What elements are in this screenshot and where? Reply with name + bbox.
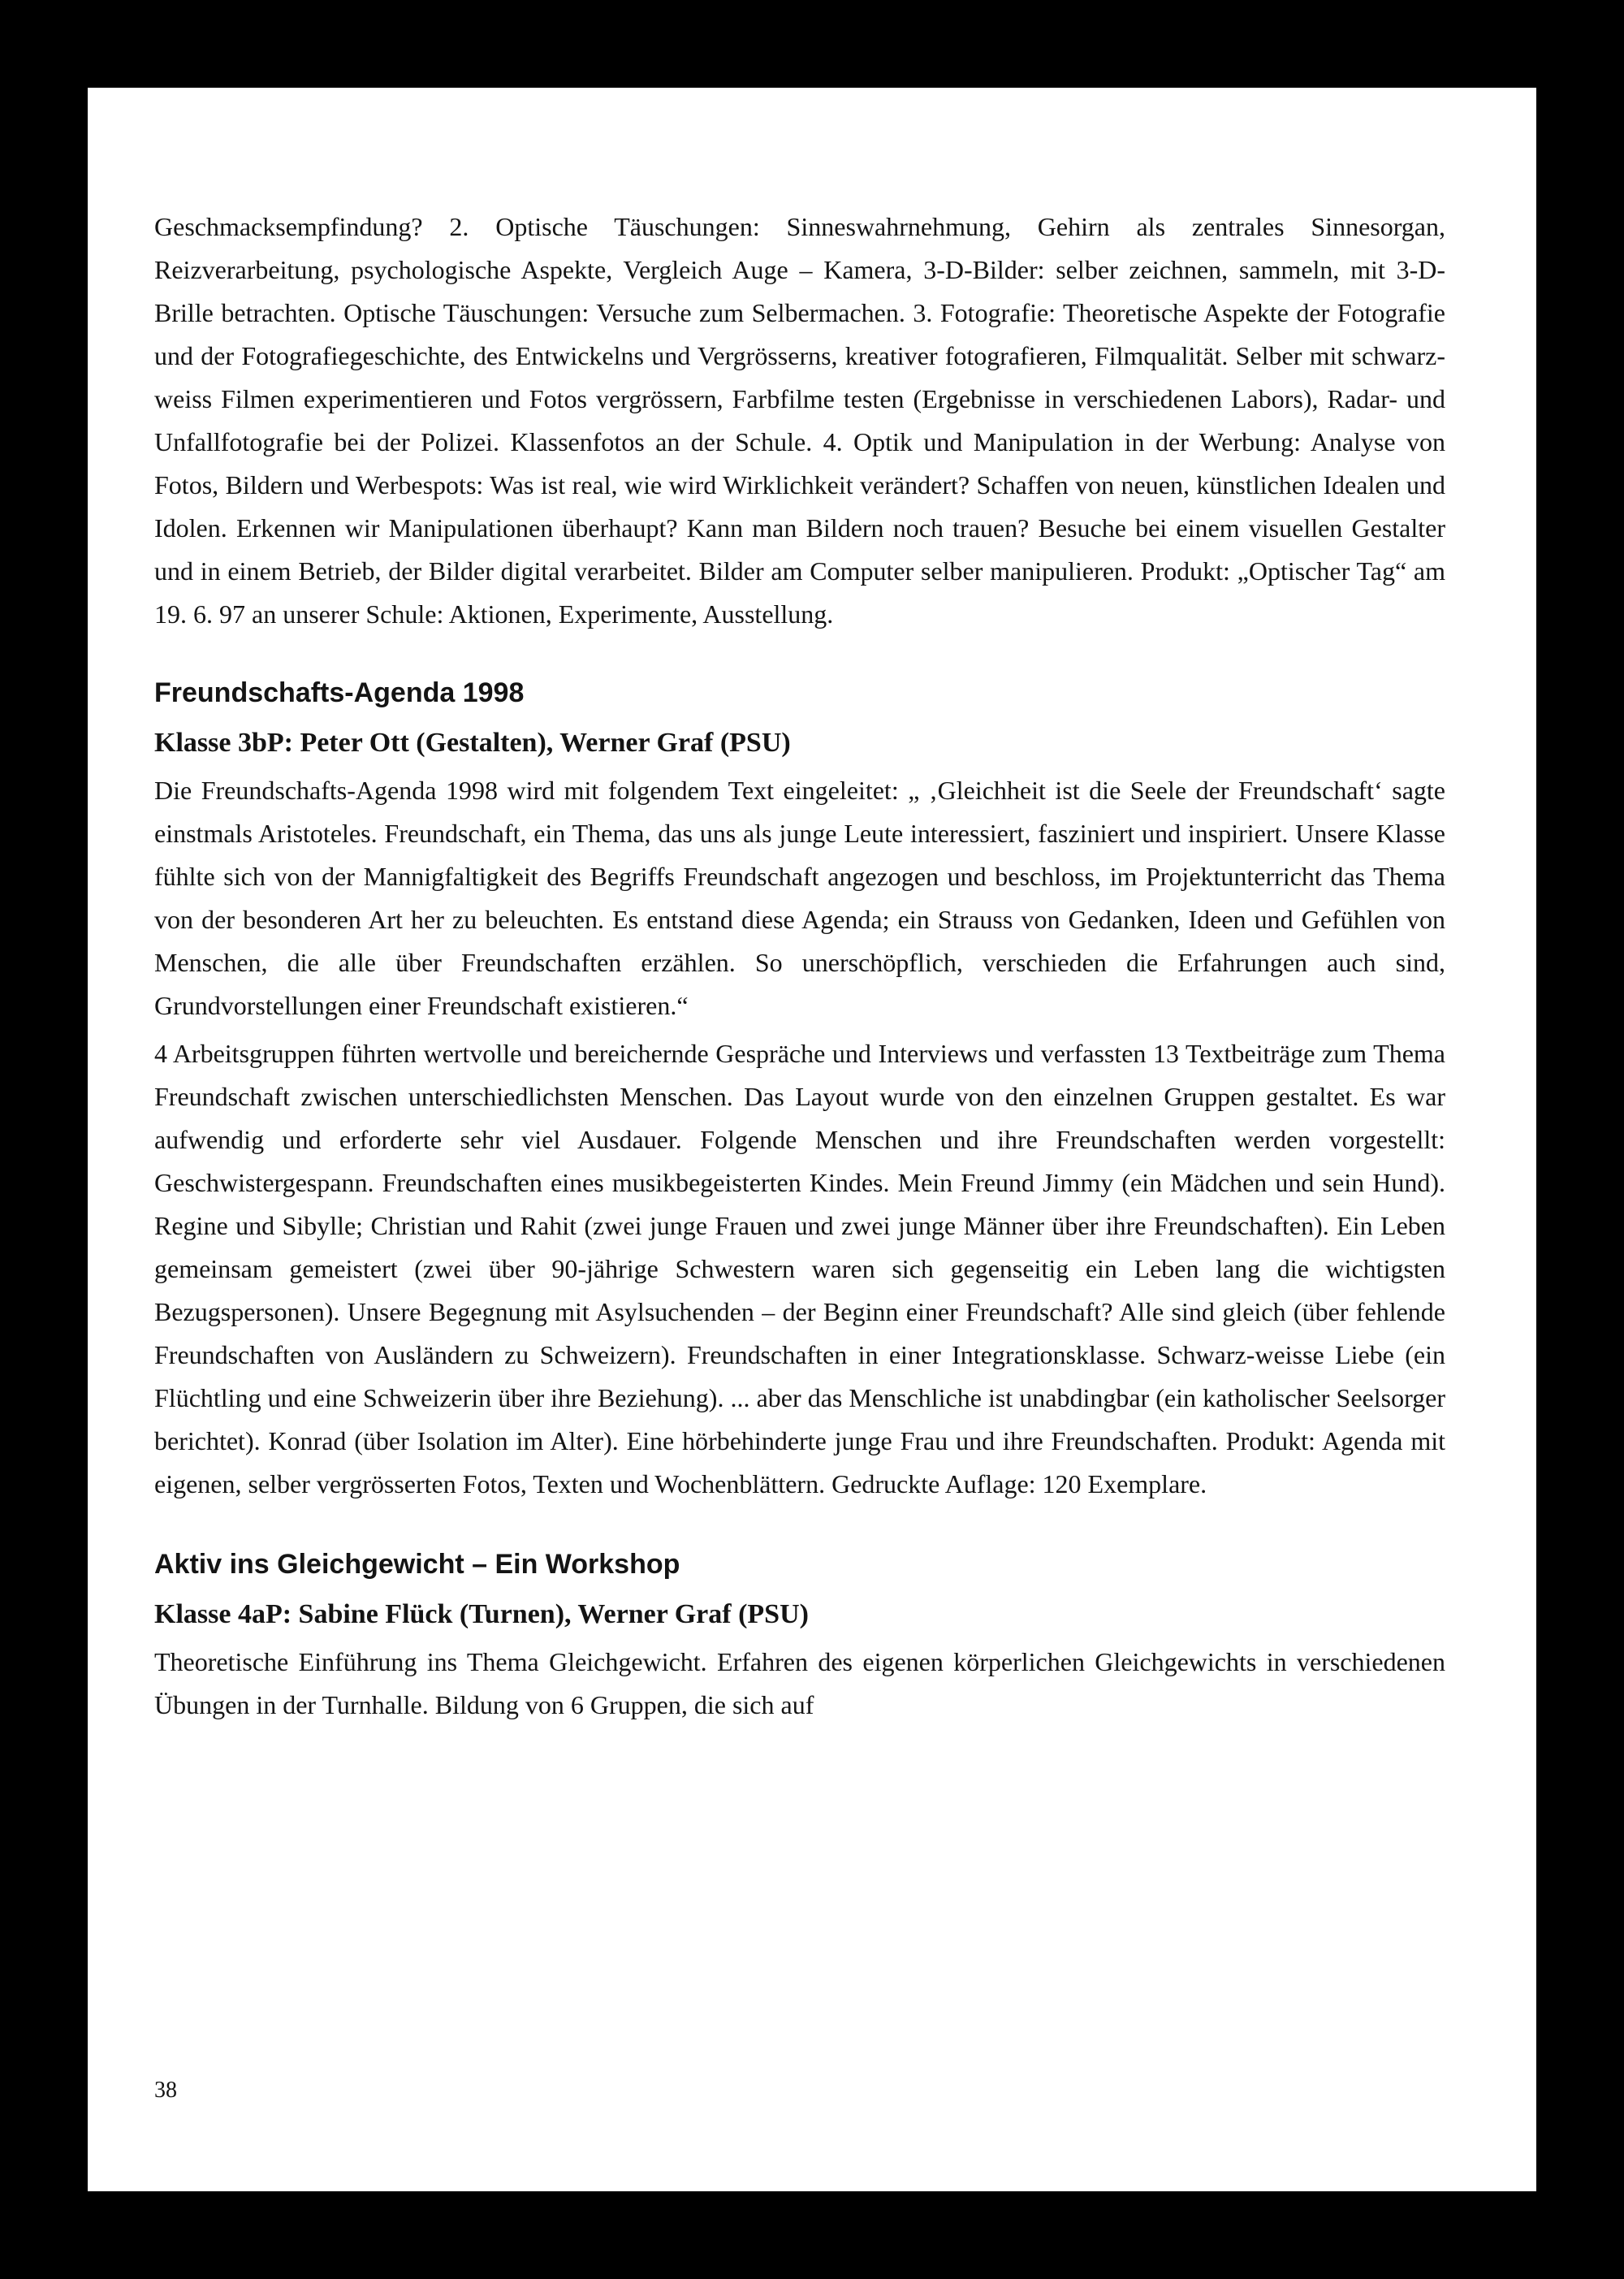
intro-paragraph: Geschmacksempfindung? 2. Optische Täuschungen: Sinneswahrnehmung, Gehirn als zentrales Sinnesorgan, Reizverarbeitung, psychologische Aspekte, Vergleich Auge – Kamera, 3-D-Bilder: selber zeichnen, sammeln, mit 3-D-Brille betrachten. Optische Täuschungen: Versuche zum Selbermachen. 3. Fotografie: Theoretische Aspekte der Fotografie und der Fotografiegeschichte, des Entwickelns und Vergrösserns, kreativer fotografieren, Filmqualität. Selber mit schwarz-weiss Filmen experimentieren und Fotos vergrössern, Farbfilme testen (Ergebnisse in verschiedenen Labors), Radar- und Unfallfotografie bei der Polizei. Klassenfotos an der Schule. 4. Optik und Manipulation in der Werbung: Analyse von Fotos, Bildern und Werbespots: Was ist real, wie wird Wirklichkeit verändert? Schaffen von neuen, künstlichen Idealen und Idolen. Erkennen wir Manipulationen überhaupt? Kann man Bildern noch trauen? Besuche bei einem visuellen Gestalter und in einem Betrieb, der Bilder digital verarbeitet. Bilder am Computer selber manipulieren. Produkt: „Optischer Tag“ am 19. 6. 97 an unserer Schule: Aktionen, Experimente, Ausstellung.	[154, 212, 1445, 629]
section-subheading-klasse-3bp: Klasse 3bP: Peter Ott (Gestalten), Werner Graf (PSU)	[154, 728, 791, 758]
section-heading-aktiv-ins-gleichgewicht: Aktiv ins Gleichgewicht – Ein Workshop	[154, 1549, 680, 1580]
page-number: 38	[154, 2078, 177, 2103]
page-content	[154, 205, 1445, 1727]
section2-paragraph-1: Theoretische Einführung ins Thema Gleichgewicht. Erfahren des eigenen körperlichen Gleichgewichts in verschiedenen Übungen in der Turnhalle. Bildung von 6 Gruppen, die sich auf	[154, 1647, 1445, 1719]
section1-paragraph-2: 4 Arbeitsgruppen führten wertvolle und bereichernde Gespräche und Interviews und verfassten 13 Textbeiträge zum Thema Freundschaft zwischen unterschiedlichsten Menschen. Das Layout wurde von den einzelnen Gruppen gestaltet. Es war aufwendig und erforderte sehr viel Ausdauer. Folgende Menschen und ihre Freundschaften werden vorgestellt: Geschwistergespann. Freundschaften eines musikbegeisterten Kindes. Mein Freund Jimmy (ein Mädchen und sein Hund). Regine und Sibylle; Christian und Rahit (zwei junge Frauen und zwei junge Männer über ihre Freundschaften). Ein Leben gemeinsam gemeistert (zwei über 90-jährige Schwestern waren sich gegenseitig ein Leben lang die wichtigsten Bezugspersonen). Unsere Begegnung mit Asylsuchenden – der Beginn einer Freundschaft? Alle sind gleich (über fehlende Freundschaften von Ausländern zu Schweizern). Freundschaften in einer Integrationsklasse. Schwarz-weisse Liebe (ein Flüchtling und eine Schweizerin über ihre Beziehung). ... aber das Menschliche ist unabdingbar (ein katholischer Seelsorger berichtet). Konrad (über Isolation im Alter). Eine hörbehinderte junge Frau und ihre Freundschaften. Produkt: Agenda mit eigenen, selber vergrösserten Fotos, Texten und Wochenblättern. Gedruckte Auflage: 120 Exemplare.	[154, 1039, 1445, 1498]
section-subheading-klasse-4ap: Klasse 4aP: Sabine Flück (Turnen), Werner Graf (PSU)	[154, 1599, 809, 1629]
section-heading-freundschafts-agenda: Freundschafts-Agenda 1998	[154, 677, 525, 708]
document-page	[88, 88, 1536, 2191]
section1-paragraph-1: Die Freundschafts-Agenda 1998 wird mit folgendem Text eingeleitet: „ ‚Gleichheit ist die Seele der Freundschaft‘ sagte einstmals Aristoteles. Freundschaft, ein Thema, das uns als junge Leute interessiert, fasziniert und inspiriert. Unsere Klasse fühlte sich von der Mannigfaltigkeit des Begriffs Freundschaft angezogen und beschloss, im Projektunterricht das Thema von der besonderen Art her zu beleuchten. Es entstand diese Agenda; ein Strauss von Gedanken, Ideen und Gefühlen von Menschen, die alle über Freundschaften erzählen. So unerschöpflich, verschieden die Erfahrungen auch sind, Grundvorstellungen einer Freundschaft existieren.“	[154, 776, 1445, 1020]
